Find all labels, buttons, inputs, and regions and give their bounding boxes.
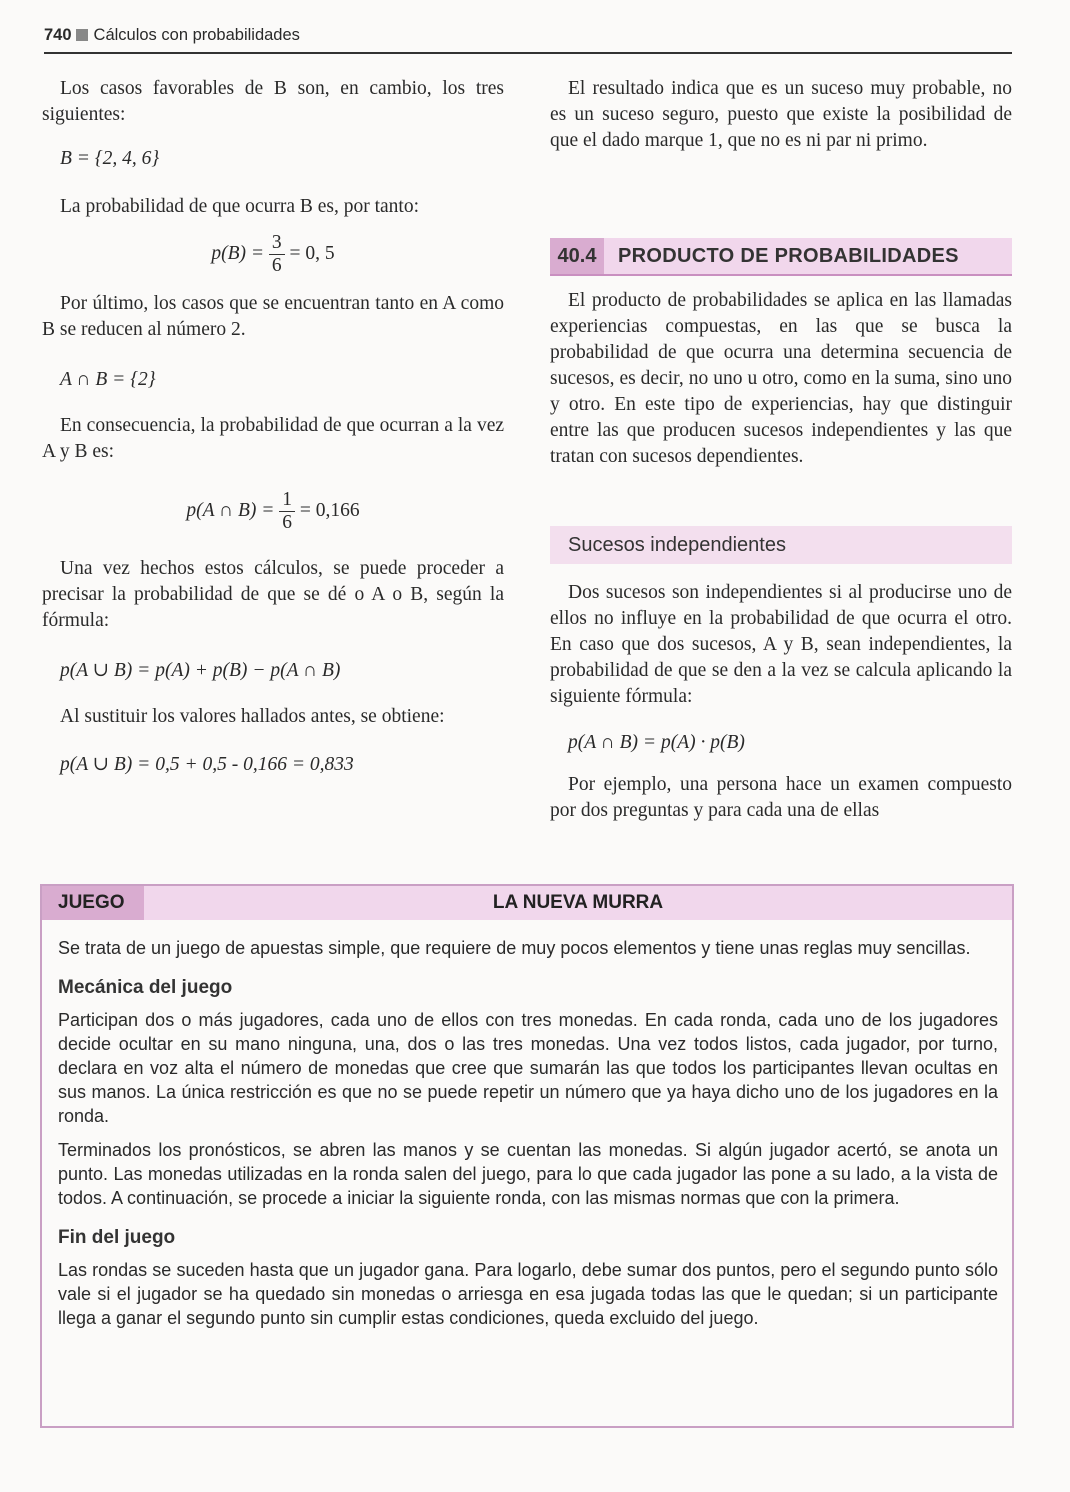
subsection-title: Sucesos independientes — [568, 534, 786, 556]
square-bullet-icon — [76, 29, 88, 41]
right-column-section — [550, 288, 1012, 470]
equation-rhs: = 0,166 — [299, 499, 360, 521]
game-box — [40, 884, 1014, 1428]
fraction-numerator: 1 — [279, 489, 295, 512]
section-underline — [550, 274, 1012, 276]
game-box-tag: JUEGO — [42, 886, 144, 920]
paragraph: Se trata de un juego de apuestas simple, que requiere de muy pocos elementos y tiene unas reglas muy sencillas. — [58, 938, 971, 958]
section-heading — [550, 238, 1012, 274]
paragraph: En consecuencia, la probabilidad de que ocurran a la vez A y B es: — [42, 415, 504, 462]
subheading: Fin del juego — [58, 1227, 176, 1248]
equation-intersection: A ∩ B = {2} — [60, 369, 156, 390]
paragraph: Las rondas se suceden hasta que un jugador gana. Para logarlo, debe sumar dos puntos, pero el segundo punto sólo vale si el jugador se ha quedado sin monedas o arriesga en esa jugada todas las que le quedan; si un participante llega a ganar el segundo punto sin cumplir estas condiciones, queda excluido del juego. — [58, 1260, 998, 1328]
fraction — [269, 232, 285, 277]
paragraph: Terminados los pronósticos, se abren las manos y se cuentan las monedas. Si algún jugador acertó, se anota un punto. Las monedas utilizadas en la ronda salen del juego, para lo que cada jugador las pone a su lado, a la vista de todos. A continuación, se procede a iniciar la siguiente ronda, con las mismas normas que con la primera. — [58, 1140, 998, 1208]
page-number: 740 — [44, 26, 72, 44]
paragraph: El resultado indica que es un suceso muy probable, no es un suceso seguro, puesto que existe la posibilidad de que el dado marque 1, que no es ni par ni primo. — [550, 78, 1012, 151]
section-number: 40.4 — [550, 238, 604, 274]
game-box-body — [58, 936, 998, 1340]
game-box-header — [42, 886, 1012, 920]
fraction-numerator: 3 — [269, 232, 285, 255]
paragraph: Los casos favorables de B son, en cambio, los tres siguientes: — [42, 78, 504, 125]
equation-lhs: p(A ∩ B) = — [186, 499, 275, 521]
equation-union-result: p(A ∪ B) = 0,5 + 0,5 - 0,166 = 0,833 — [60, 754, 354, 775]
paragraph: La probabilidad de que ocurra B es, por tanto: — [60, 196, 420, 217]
paragraph: Una vez hechos estos cálculos, se puede proceder a precisar la probabilidad de que se dé o A o B, según la fórmula: — [42, 558, 504, 631]
running-section-title: Cálculos con probabilidades — [93, 26, 300, 44]
paragraph: Por último, los casos que se encuentran tanto en A como B se reducen al número 2. — [42, 293, 504, 340]
equation-lhs: p(B) = — [211, 242, 265, 264]
paragraph: Participan dos o más jugadores, cada uno de ellos con tres monedas. En cada ronda, cada uno de los jugadores decide ocultar en su mano ninguna, una, dos o las tres monedas. Una vez todos listos, cada jugador, por turno, declara en voz alta el número de monedas que cree que sumarán las que todos los participantes llevan ocultas en sus manos. La única restricción es que no se puede repetir un número que ya haya dicho uno de los jugadores en la ronda. — [58, 1010, 998, 1126]
left-column — [42, 76, 504, 778]
equation-union-formula: p(A ∪ B) = p(A) + p(B) − p(A ∩ B) — [60, 660, 341, 681]
right-column-subsection — [550, 580, 1012, 824]
paragraph: Al sustituir los valores hallados antes, se obtiene: — [60, 706, 445, 727]
equation-set-b: B = {2, 4, 6} — [60, 148, 160, 169]
equation-p-b — [42, 232, 504, 277]
subheading: Mecánica del juego — [58, 977, 233, 998]
right-column-top — [550, 76, 1012, 154]
fraction-denominator: 6 — [271, 255, 282, 276]
subsection-heading — [550, 526, 1012, 564]
fraction — [279, 489, 295, 534]
fraction-denominator: 6 — [282, 512, 293, 533]
equation-p-intersection — [42, 489, 504, 534]
paragraph: Por ejemplo, una persona hace un examen compuesto por dos preguntas y para cada una de ellas — [550, 774, 1012, 821]
section-title: PRODUCTO DE PROBABILIDADES — [618, 245, 959, 267]
game-box-title: LA NUEVA MURRA — [492, 892, 664, 913]
equation-rhs: = 0, 5 — [289, 242, 335, 264]
paragraph: Dos sucesos son independientes si al producirse uno de ellos no influye en la probabilidad de que ocurra el otro. En caso que dos sucesos, A y B, sean independientes, la probabilidad de que se den a la vez se calcula aplicando la siguiente fórmula: — [550, 582, 1012, 707]
equation-product: p(A ∩ B) = p(A) · p(B) — [568, 732, 745, 753]
page-header — [44, 26, 1012, 54]
paragraph: El producto de probabilidades se aplica en las llamadas experiencias compuestas, en las que se busca la probabilidad de que ocurra una determina secuencia de sucesos, es decir, no uno u otro, como en la suma, sino uno y otro. En este tipo de experiencias, hay que distinguir entre las que producen sucesos independientes y las que tratan con sucesos dependientes. — [550, 290, 1012, 467]
